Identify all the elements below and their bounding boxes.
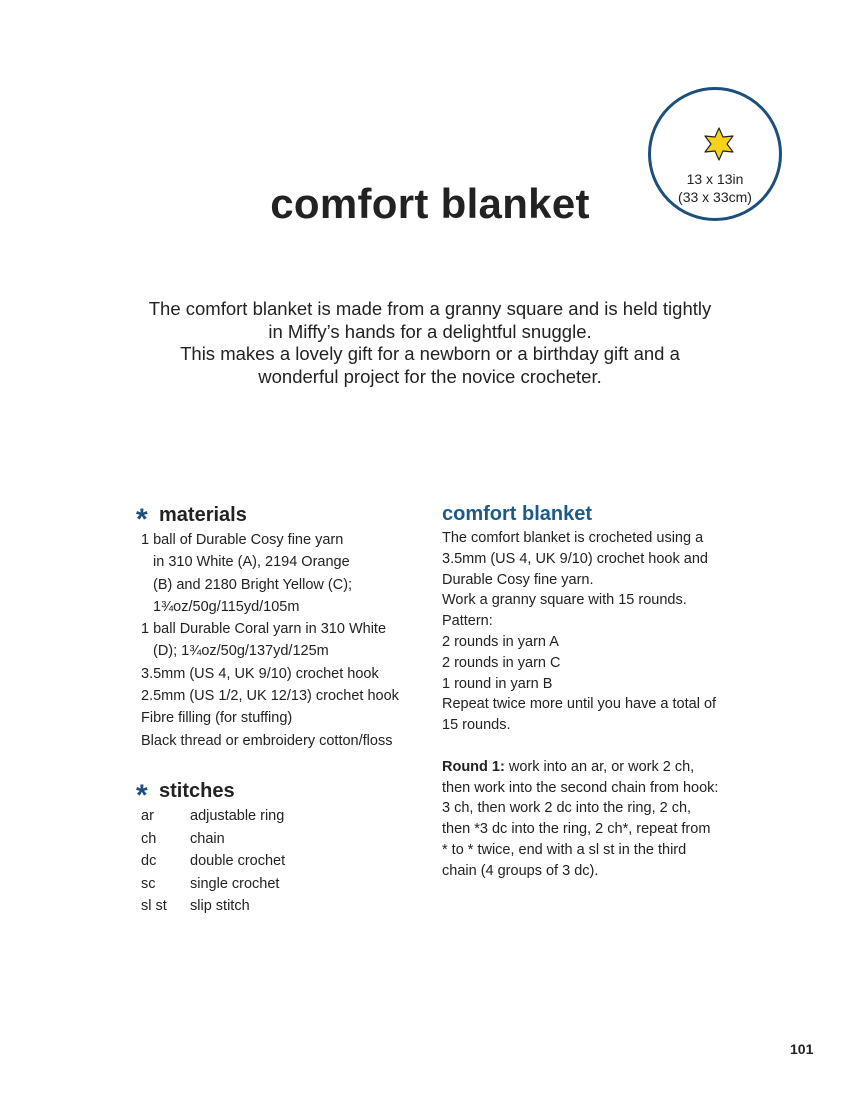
materials-heading-label: materials [159, 503, 247, 526]
round1-line: 3 ch, then work 2 dc into the ring, 2 ch, [442, 800, 692, 817]
intro-line: wonderful project for the novice crocheter. [258, 365, 602, 387]
paragraph-gap [442, 736, 742, 757]
stitch-row [141, 873, 431, 896]
pattern-line: Work a granny square with 15 rounds. [442, 592, 687, 609]
round1-text: work into an ar, or work 2 ch, [504, 758, 695, 775]
pattern-line: Pattern: [442, 613, 493, 630]
intro-paragraph [100, 298, 760, 388]
stitch-name: single crochet [190, 875, 280, 892]
pattern-line: 2 rounds in yarn A [442, 633, 559, 650]
stitch-abbr: sl st [141, 898, 167, 914]
stitch-row [141, 895, 431, 918]
stitch-abbr: dc [141, 853, 157, 869]
page-title: comfort blanket [270, 180, 590, 227]
stitch-row [141, 805, 431, 828]
pattern-line: Durable Cosy fine yarn. [442, 571, 594, 588]
list-item: 3.5mm (US 4, UK 9/10) crochet hook [141, 665, 379, 682]
round1-line: * to * twice, end with a sl st in the third [442, 841, 687, 858]
stitch-abbr: ar [141, 808, 154, 824]
star-icon [702, 127, 736, 161]
list-item: 1 ball Durable Coral yarn in 310 White [141, 621, 387, 638]
list-item: 1 ball of Durable Cosy fine yarn [141, 532, 344, 548]
stitch-name: slip stitch [190, 898, 250, 914]
list-item: (D); 1¾oz/50g/137yd/125m [153, 643, 329, 660]
round1-line: chain (4 groups of 3 dc). [442, 862, 599, 879]
page-number: 101 [790, 1041, 814, 1057]
asterisk-icon: * [136, 779, 148, 812]
list-item: (B) and 2180 Bright Yellow (C); [153, 576, 353, 593]
intro-line: The comfort blanket is made from a granny square and is held tightly [148, 298, 712, 319]
stitches-list [141, 805, 431, 918]
pattern-instructions [442, 528, 742, 882]
list-item: 1¾oz/50g/115yd/105m [153, 598, 300, 615]
round1-line: then *3 dc into the ring, 2 ch*, repeat from [442, 821, 711, 838]
pattern-line: 3.5mm (US 4, UK 9/10) crochet hook and [442, 550, 708, 567]
stitches-heading-label: stitches [159, 779, 235, 802]
round1-label: Round 1: [442, 758, 505, 775]
stitch-name: adjustable ring [190, 808, 285, 824]
pattern-line: 15 rounds. [442, 717, 511, 734]
size-metric: (33 x 33cm) [678, 189, 752, 205]
stitch-row [141, 850, 431, 873]
size-imperial: 13 x 13in [686, 171, 744, 187]
pattern-line: The comfort blanket is crocheted using a [442, 530, 704, 546]
round1-line [442, 757, 742, 778]
pattern-line: 2 rounds in yarn C [442, 654, 561, 671]
materials-heading [136, 502, 247, 536]
round1-line: then work into the second chain from hook: [442, 779, 719, 796]
list-item: Fibre filling (for stuffing) [141, 710, 293, 727]
pattern-line: 1 round in yarn B [442, 675, 553, 692]
intro-line: This makes a lovely gift for a newborn or a birthday gift and a [180, 343, 680, 364]
pattern-heading: comfort blanket [442, 503, 593, 525]
stitch-name: double crochet [190, 853, 286, 869]
list-item: 2.5mm (US 1/2, UK 12/13) crochet hook [141, 688, 399, 705]
pattern-line: Repeat twice more until you have a total of [442, 696, 717, 713]
stitches-heading [136, 778, 235, 812]
stitch-row [141, 828, 431, 851]
stitch-name: chain [190, 830, 225, 847]
intro-line: in Miffy’s hands for a delightful snuggle. [268, 320, 592, 342]
asterisk-icon: * [136, 503, 148, 536]
list-item: in 310 White (A), 2194 Orange [153, 554, 350, 571]
stitch-abbr: ch [141, 830, 157, 847]
stitch-abbr: sc [141, 875, 156, 892]
materials-list [141, 529, 431, 752]
list-item: Black thread or embroidery cotton/floss [141, 732, 393, 749]
